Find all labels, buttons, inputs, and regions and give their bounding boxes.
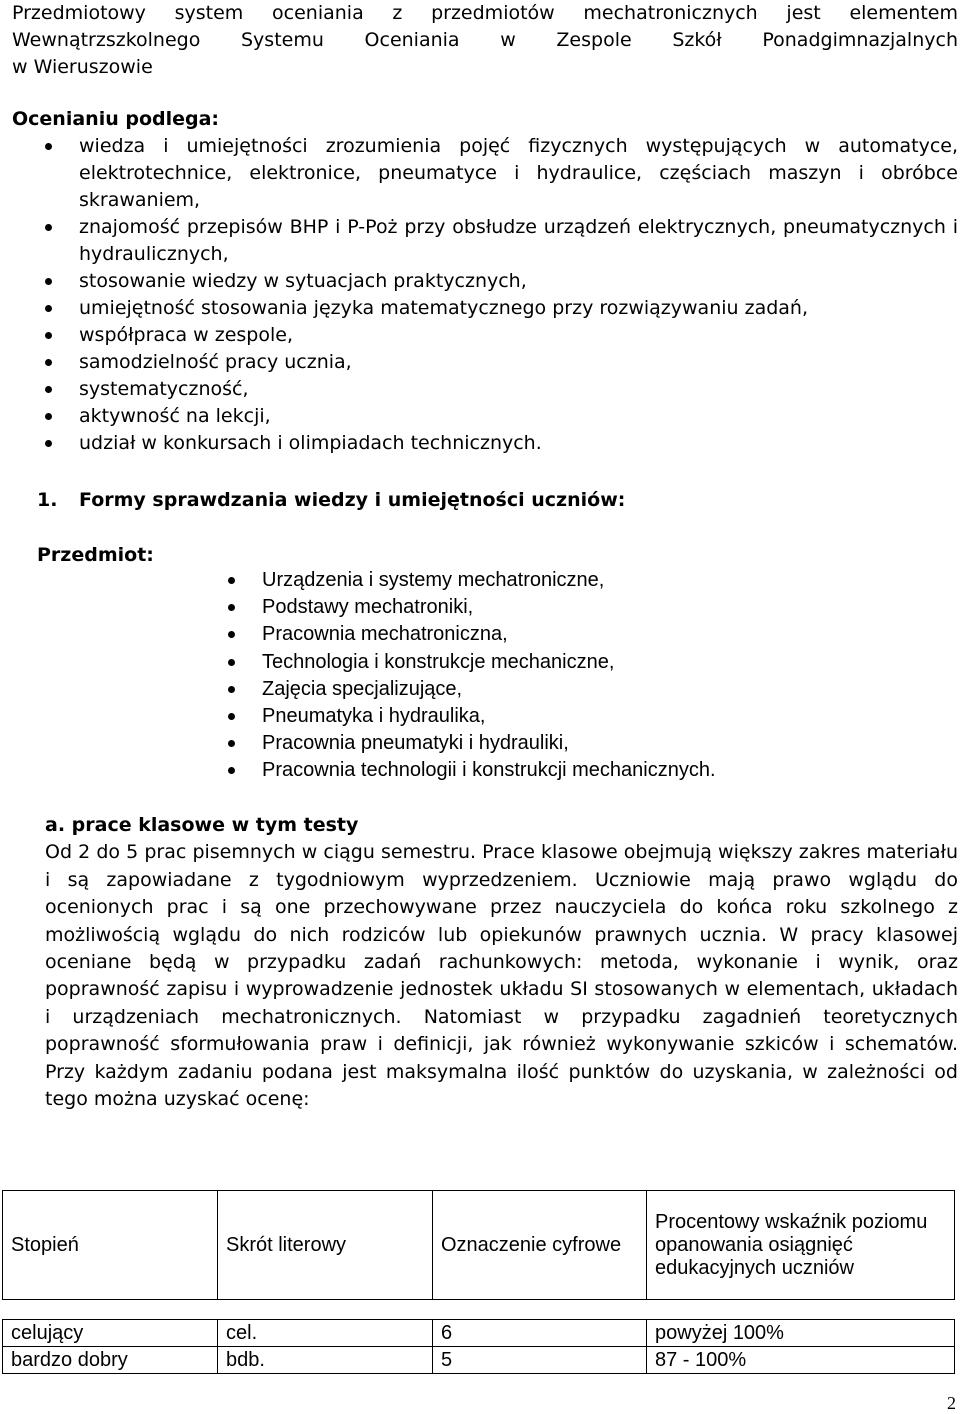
list-item: udział w konkursach i olimpiadach technicznych. bbox=[79, 430, 958, 457]
section-a-paragraph: Od 2 do 5 prac pisemnych w ciągu semestru. Prace klasowe obejmują większy zakres materiału i są zapowiadane z tygodniowym wyprzedzeniem. Uczniowie mają prawo wglądu do ocenionych prac i są one przechowywane przez nauczyciela do końca roku szkolnego z możliwością wglądu do nich rodziców lub opiekunów prawnych ucznia. W pracy klasowej oceniane będą w przypadku zadań rachunkowych: metoda, wykonanie i wynik, oraz poprawność zapisu i wyprowadzenie jednostek układu SI stosowanych w elementach, układach i urządzeniach mechatronicznych. Natomiast w przypadku zagadnień teoretycznych poprawność sformułowania praw i definicji, jak również wykonywanie szkiców i schematów. Przy każdym zadaniu podana jest maksymalna ilość punktów do uzyskania, w zależności od tego można uzyskać ocenę: bbox=[45, 841, 958, 1111]
table-cell: 6 bbox=[433, 1320, 647, 1347]
list-item: Urządzenia i systemy mechatroniczne, bbox=[262, 567, 952, 594]
ocenianiu-list bbox=[79, 133, 958, 457]
table-header-cell: Oznaczenie cyfrowe bbox=[433, 1191, 647, 1300]
list-item: samodzielność pracy ucznia, bbox=[79, 349, 958, 376]
section-title: Formy sprawdzania wiedzy i umiejętności uczniów: bbox=[79, 489, 626, 511]
list-item: znajomość przepisów BHP i P-Poż przy obsłudze urządzeń elektrycznych, pneumatycznych i hydraulicznych, bbox=[79, 214, 958, 268]
table-cell: bardzo dobry bbox=[3, 1347, 218, 1374]
intro-line-2: Wewnątrzszkolnego Systemu Oceniania w Zespole Szkół Ponadgimnazjalnych bbox=[12, 29, 958, 51]
subjects-list bbox=[262, 567, 952, 785]
intro-line-3: w Wieruszowie bbox=[12, 56, 153, 78]
bullet-icon bbox=[45, 386, 52, 393]
list-item: Technologia i konstrukcje mechaniczne, bbox=[262, 649, 952, 676]
list-item: systematyczność, bbox=[79, 376, 958, 403]
list-item: stosowanie wiedzy w sytuacjach praktycznych, bbox=[79, 268, 958, 295]
list-item: Pneumatyka i hydraulika, bbox=[262, 703, 952, 730]
table-spacer-row bbox=[3, 1300, 955, 1320]
table-row bbox=[3, 1320, 955, 1347]
bullet-icon bbox=[228, 604, 235, 611]
list-item: Pracownia mechatroniczna, bbox=[262, 621, 952, 648]
bullet-icon bbox=[228, 767, 235, 774]
section-a-heading: a. prace klasowe w tym testy bbox=[45, 814, 359, 836]
intro-paragraph bbox=[12, 0, 958, 81]
table-row bbox=[3, 1347, 955, 1374]
bullet-icon bbox=[228, 631, 235, 638]
bullet-icon bbox=[228, 686, 235, 693]
list-item: Pracownia technologii i konstrukcji mechanicznych. bbox=[262, 757, 952, 784]
bullet-icon bbox=[45, 440, 52, 447]
table-header-cell: Skrót literowy bbox=[218, 1191, 433, 1300]
list-item: współpraca w zespole, bbox=[79, 322, 958, 349]
bullet-icon bbox=[228, 713, 235, 720]
table-cell: bdb. bbox=[218, 1347, 433, 1374]
table-header-cell: Procentowy wskaźnik poziomu opanowania osiągnięć edukacyjnych uczniów bbox=[647, 1191, 955, 1300]
bullet-icon bbox=[45, 359, 52, 366]
bullet-icon bbox=[228, 577, 235, 584]
section-number: 1. bbox=[37, 489, 58, 511]
list-item: aktywność na lekcji, bbox=[79, 403, 958, 430]
section-1-heading bbox=[37, 487, 625, 514]
table-header-row bbox=[3, 1191, 955, 1300]
list-item: Zajęcia specjalizujące, bbox=[262, 676, 952, 703]
list-item: umiejętność stosowania języka matematycznego przy rozwiązywaniu zadań, bbox=[79, 295, 958, 322]
bullet-icon bbox=[45, 413, 52, 420]
bullet-icon bbox=[228, 659, 235, 666]
grades-table bbox=[2, 1190, 955, 1374]
bullet-icon bbox=[45, 305, 52, 312]
bullet-icon bbox=[45, 278, 52, 285]
section-a bbox=[45, 812, 958, 1113]
table-cell: celujący bbox=[3, 1320, 218, 1347]
przedmiot-label: Przedmiot: bbox=[37, 544, 154, 566]
table-cell: 5 bbox=[433, 1347, 647, 1374]
page-number: 2 bbox=[947, 1393, 956, 1413]
ocenianiu-heading: Ocenianiu podlega: bbox=[12, 108, 220, 130]
table-cell: powyżej 100% bbox=[647, 1320, 955, 1347]
bullet-icon bbox=[45, 143, 52, 150]
bullet-icon bbox=[228, 740, 235, 747]
intro-line-1: Przedmiotowy system oceniania z przedmiotów mechatronicznych jest elementem bbox=[12, 2, 958, 24]
table-header-cell: Stopień bbox=[3, 1191, 218, 1300]
list-item: Podstawy mechatroniki, bbox=[262, 594, 952, 621]
bullet-icon bbox=[45, 224, 52, 231]
list-item: Pracownia pneumatyki i hydrauliki, bbox=[262, 730, 952, 757]
table-cell: 87 - 100% bbox=[647, 1347, 955, 1374]
table-cell: cel. bbox=[218, 1320, 433, 1347]
list-item: wiedza i umiejętności zrozumienia pojęć fizycznych występujących w automatyce, elektrotechnice, elektronice, pneumatyce i hydraulice, częściach maszyn i obróbce skrawaniem, bbox=[79, 133, 958, 214]
bullet-icon bbox=[45, 332, 52, 339]
